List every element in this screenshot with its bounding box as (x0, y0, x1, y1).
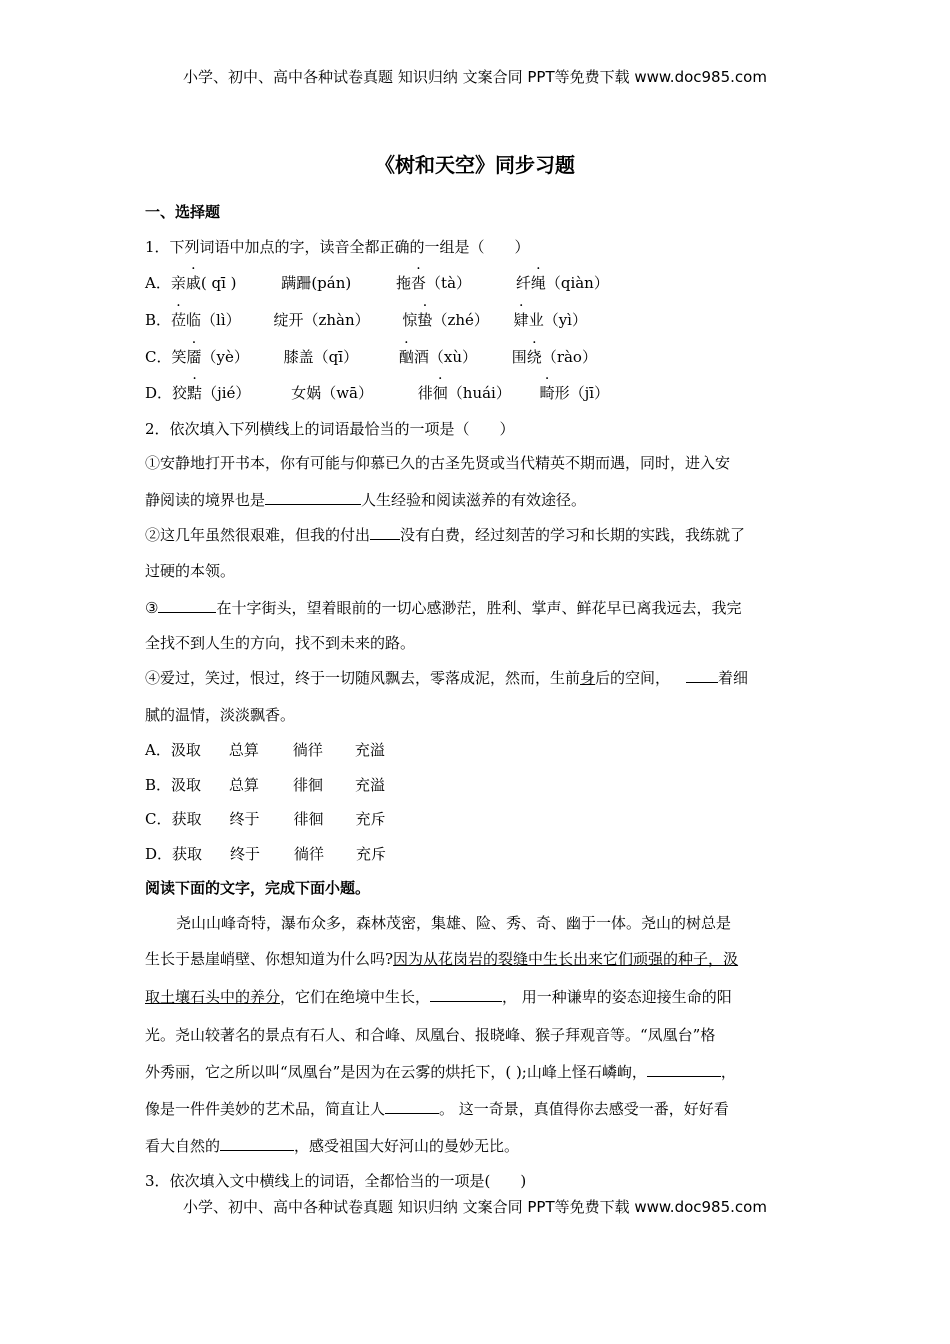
fill-blank (385, 1099, 439, 1114)
page-header: 小学、初中、高中各种试卷真题 知识归纳 文案合同 PPT等免费下载 www.doc985.com (183, 68, 767, 86)
q2-sentence-2-line-1: ②这几年虽然很艰难，但我的付出 没有白费，经过刻苦的学习和长期的实践，我练就了 (145, 526, 746, 544)
q2-sentence-1-line-1: ①安静地打开书本，你有可能与仰慕已久的古圣先贤或当代精英不期而遇，同时，进入安 (145, 454, 731, 472)
reading-line-2: 生长于悬崖峭壁、你想知道为什么吗?因为从花岗岩的裂缝中生长出来它们顽强的种子，汲 (145, 950, 739, 968)
page-title: 《树和天空》同步习题 (375, 153, 575, 177)
q2-option-d: D．获取 终于 徜徉 充斥 (145, 845, 387, 863)
fill-blank (220, 1136, 294, 1151)
reading-line-5: 外秀丽，它之所以叫“凤凰台”是因为在云雾的烘托下，( );山峰上怪石嶙峋， ， (145, 1063, 736, 1081)
fill-blank (686, 668, 718, 683)
question-1-stem: 1．下列词语中加点的字，读音全都正确的一组是（ ） (145, 238, 530, 256)
q2-sentence-2-line-2: 过硬的本领。 (145, 562, 236, 580)
section-heading: 一、选择题 (145, 203, 221, 221)
q2-sentence-4-line-2: 腻的温情，淡淡飘香。 (145, 706, 296, 724)
q1-option-d: D．狡黠（jié） 女娲（wā） 徘徊（huái） 畸形（jī） (145, 384, 610, 402)
q2-option-b: B．汲取 总算 徘徊 充溢 (145, 776, 386, 794)
reading-line-1: 尧山山峰奇特，瀑布众多，森林茂密，集雄、险、秀、奇、幽于一体。尧山的树总是 (176, 914, 732, 932)
reading-line-4: 光。尧山较著名的景点有石人、和合峰、凤凰台、报晓峰、猴子拜观音等。“凤凰台”格 (145, 1026, 716, 1044)
reading-line-6: 像是一件件美妙的艺术品，简直让人 。 这一奇景，真值得你去感受一番，好好看 (145, 1100, 729, 1118)
reading-heading: 阅读下面的文字，完成下面小题。 (145, 879, 371, 897)
q2-sentence-3-line-1: ③ 在十字街头，望着眼前的一切心感渺茫，胜利、掌声、鲜花早已离我远去，我完 (145, 599, 742, 617)
reading-line-7: 看大自然的 ，感受祖国大好河山的曼妙无比。 (145, 1137, 520, 1155)
q2-option-a: A．汲取 总算 徜徉 充溢 (145, 741, 385, 759)
q2-sentence-1-line-2: 静阅读的境界也是 人生经验和阅读滋养的有效途径。 (145, 491, 587, 509)
question-3-stem: 3．依次填入文中横线上的词语，全都恰当的一项是( ) (145, 1172, 527, 1190)
fill-blank (158, 598, 216, 613)
q1-option-b: B．莅临（lì） 绽开（zhàn） 惊蛰（zhé） 肄业（yì） (145, 311, 587, 329)
fill-blank (430, 987, 502, 1002)
q1-option-c: C．笑靥（yè） 膝盖（qī） 酗酒（xù） 围绕（rào） (145, 348, 597, 366)
fill-blank (265, 490, 361, 505)
page-footer: 小学、初中、高中各种试卷真题 知识归纳 文案合同 PPT等免费下载 www.doc985.com (183, 1198, 767, 1216)
q2-sentence-3-line-2: 全找不到人生的方向，找不到未来的路。 (145, 634, 416, 652)
reading-line-3: 取土壤石头中的养分，它们在绝境中生长， ， 用一种谦卑的姿态迎接生命的阳 (145, 988, 732, 1006)
q2-option-c: C．获取 终于 徘徊 充斥 (145, 810, 386, 828)
fill-blank (647, 1062, 721, 1077)
question-2-stem: 2．依次填入下列横线上的词语最恰当的一项是（ ） (145, 420, 515, 438)
fill-blank (370, 525, 400, 540)
q1-option-a: A．亲戚( qī ) 蹒跚(pán) 拖沓（tà） 纤绳（qiàn） (145, 274, 609, 292)
q2-sentence-4-line-1: ④爱过，笑过，恨过，终于一切随风飘去，零落成泥，然而，生前身后的空间， 着细 (145, 669, 749, 687)
